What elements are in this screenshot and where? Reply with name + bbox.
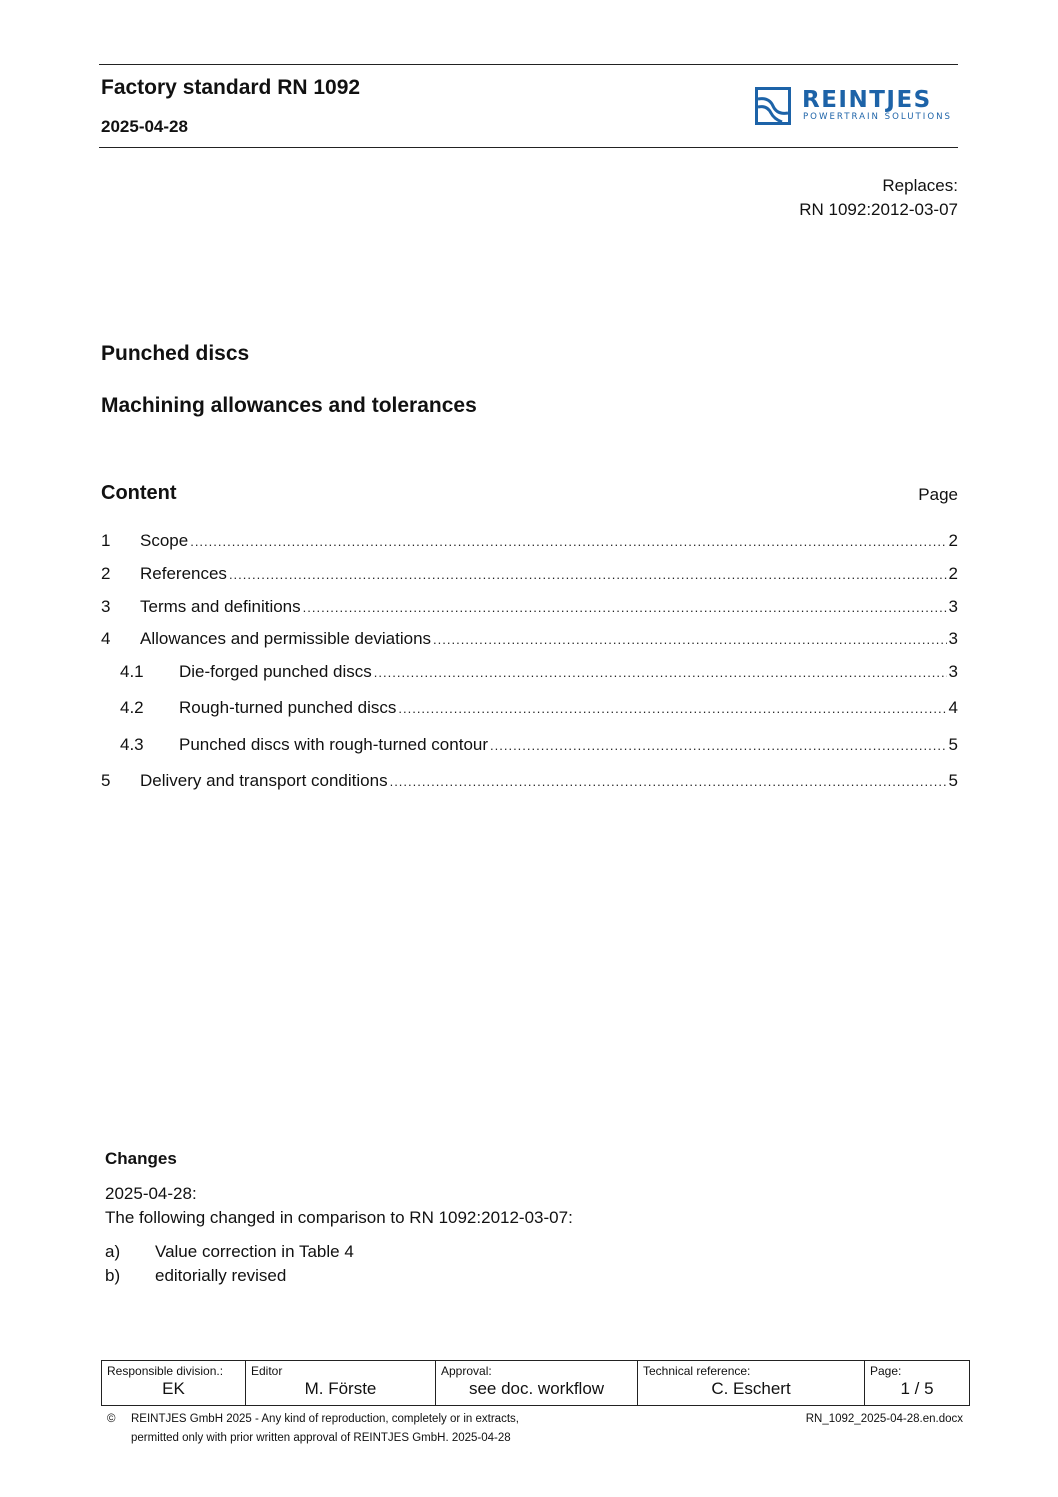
document-title: Punched discs: [101, 342, 250, 365]
changes-item-marker: a): [105, 1242, 121, 1261]
footer-label: Technical reference:: [643, 1364, 751, 1378]
toc-entry[interactable]: [101, 564, 958, 586]
toc-entry-page: 4: [948, 698, 958, 717]
document-subtitle: Machining allowances and tolerances: [101, 394, 477, 417]
document-standard-title: Factory standard RN 1092: [101, 76, 361, 99]
toc-leader-dots: [229, 567, 947, 582]
footer-label: Approval:: [441, 1364, 492, 1378]
toc-entry-page: 5: [948, 771, 958, 790]
toc-entry[interactable]: [101, 629, 958, 651]
table-of-contents: [101, 531, 958, 801]
footer-label: Responsible division.:: [107, 1364, 224, 1378]
footer-value: see doc. workflow: [468, 1379, 605, 1398]
changes-item-text: editorially revised: [155, 1266, 287, 1285]
replaces-label: Replaces:: [882, 176, 958, 195]
toc-entry-label: Scope: [140, 531, 189, 550]
toc-page-label: Page: [918, 485, 958, 504]
toc-entry-number: 3: [101, 597, 111, 616]
toc-entry-page: 5: [948, 735, 958, 754]
toc-entry-label: Delivery and transport conditions: [140, 771, 388, 790]
replaces-block: [658, 174, 958, 222]
toc-entry-page: 3: [948, 662, 958, 681]
footer-label: Editor: [251, 1364, 283, 1378]
toc-entry-label: Rough-turned punched discs: [179, 698, 397, 717]
toc-entry-page: 3: [948, 629, 958, 648]
toc-leader-dots: [303, 600, 947, 615]
toc-leader-dots: [190, 534, 946, 549]
changes-item-marker: b): [105, 1266, 121, 1285]
company-logo: [755, 87, 960, 127]
toc-entry-number: 4.2: [120, 698, 144, 717]
toc-entry[interactable]: [101, 771, 958, 793]
logo-subtitle: POWERTRAIN SOLUTIONS: [803, 112, 952, 122]
changes-heading: Changes: [105, 1149, 177, 1168]
toc-entry-number: 4: [101, 629, 111, 648]
toc-entry[interactable]: [120, 662, 958, 684]
toc-entry-label: Allowances and permissible deviations: [140, 629, 432, 648]
toc-entry[interactable]: [120, 735, 958, 757]
toc-entry-page: 2: [948, 531, 958, 550]
toc-entry-label: References: [140, 564, 227, 583]
copyright-notice: [107, 1410, 627, 1448]
toc-entry-page: 3: [948, 597, 958, 616]
changes-item-text: Value correction in Table 4: [155, 1242, 354, 1261]
footer-info-table: [101, 1360, 970, 1406]
document-date: 2025-04-28: [101, 117, 188, 136]
footer-cell-division: [102, 1361, 246, 1406]
footer-value: 1 / 5: [900, 1379, 934, 1398]
document-filename: RN_1092_2025-04-28.en.docx: [805, 1413, 963, 1425]
toc-leader-dots: [374, 665, 947, 680]
copyright-line-1: REINTJES GmbH 2025 - Any kind of reproduction, completely or in extracts,: [131, 1413, 519, 1425]
footer-cell-approval: [436, 1361, 638, 1406]
copyright-line-2: permitted only with prior written approval of REINTJES GmbH. 2025-04-28: [131, 1432, 511, 1444]
footer-cell-technical-reference: [638, 1361, 865, 1406]
toc-leader-dots: [398, 701, 946, 716]
copyright-symbol: ©: [107, 1413, 116, 1425]
reintjes-logo-icon: [755, 87, 791, 125]
changes-list: [105, 1240, 805, 1288]
footer-value: C. Eschert: [711, 1379, 791, 1398]
footer-label: Page:: [870, 1364, 902, 1378]
changes-item: [105, 1264, 805, 1288]
toc-entry-label: Die-forged punched discs: [179, 662, 372, 681]
toc-entry-number: 1: [101, 531, 111, 550]
toc-entry-number: 5: [101, 771, 111, 790]
header-top-rule: [99, 64, 958, 65]
toc-entry[interactable]: [101, 531, 958, 553]
changes-date: 2025-04-28:: [105, 1184, 197, 1203]
toc-entry-page: 2: [948, 564, 958, 583]
changes-body: [105, 1182, 805, 1288]
footer-cell-editor: [246, 1361, 436, 1406]
changes-item: [105, 1240, 805, 1264]
toc-leader-dots: [433, 632, 946, 647]
footer-cell-page: [865, 1361, 970, 1406]
toc-entry[interactable]: [101, 597, 958, 619]
changes-intro: The following changed in comparison to RN 1092:2012-03-07:: [105, 1208, 573, 1227]
toc-heading: Content: [101, 482, 177, 504]
toc-entry-number: 4.1: [120, 662, 144, 681]
toc-entry-number: 2: [101, 564, 111, 583]
header-bottom-rule: [99, 147, 958, 148]
footer-row: [102, 1361, 970, 1406]
toc-leader-dots: [490, 738, 947, 753]
footer-value: M. Förste: [304, 1379, 377, 1398]
toc-entry[interactable]: [120, 698, 958, 720]
replaces-value: RN 1092:2012-03-07: [799, 200, 958, 219]
logo-wordmark: REINTJES: [802, 87, 932, 113]
toc-leader-dots: [390, 774, 947, 789]
toc-entry-label: Terms and definitions: [140, 597, 301, 616]
footer-value: EK: [162, 1379, 185, 1398]
toc-entry-number: 4.3: [120, 735, 144, 754]
toc-entry-label: Punched discs with rough-turned contour: [179, 735, 489, 754]
